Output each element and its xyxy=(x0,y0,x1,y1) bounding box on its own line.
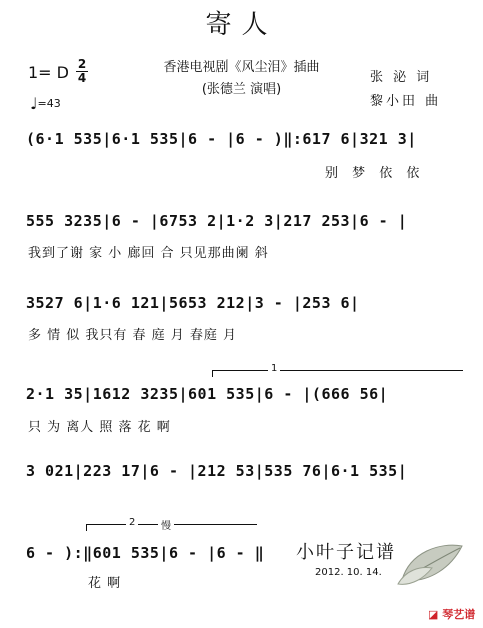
watermark-icon: ◪ xyxy=(428,608,439,621)
transcription-date: 2012. 10. 14. xyxy=(315,567,382,578)
quarter-note-icon: ♩ xyxy=(30,94,38,113)
time-signature-bottom: 4 xyxy=(77,71,87,85)
volta-label-1: 1 xyxy=(268,363,280,374)
tempo-value: =43 xyxy=(37,97,61,110)
volta-bracket-1 xyxy=(212,370,463,377)
volta-label-2: 2 xyxy=(126,517,138,528)
song-title: 寄人 xyxy=(205,10,278,40)
singer-credit: (张德兰 演唱) xyxy=(201,82,282,97)
music-line-1: (6·1 535|6·1 535|6 - |6 - )‖:617 6|321 3| xyxy=(26,130,417,148)
lyric-line-2: 我到了谢 家 小 廊回 合 只见那曲阑 斜 xyxy=(28,246,269,261)
lyric-line-4: 只 为 离人 照 落 花 啊 xyxy=(28,420,171,435)
watermark-text: 琴艺谱 xyxy=(442,608,476,621)
music-line-5: 3 021|223 17|6 - |212 53|535 76|6·1 535| xyxy=(26,462,408,480)
time-signature xyxy=(75,58,89,85)
transcriber-signature: 小叶子记谱 xyxy=(296,542,396,563)
tempo-marking xyxy=(30,94,61,113)
music-line-4: 2·1 35|1612 3235|601 535|6 - |(666 56| xyxy=(26,385,389,403)
music-line-3: 3527 6|1·6 121|5653 212|3 - |253 6| xyxy=(26,294,360,312)
volta-tempo-label: 慢 xyxy=(158,517,174,532)
key-signature: 1= D xyxy=(28,63,69,82)
song-subtitle: 香港电视剧《风尘泪》插曲 xyxy=(163,60,320,75)
lyric-line-1: 别 梦 依 依 xyxy=(325,166,421,181)
watermark-logo xyxy=(428,606,475,622)
lyric-line-3: 多 情 似 我只有 春 庭 月 春庭 月 xyxy=(28,328,238,343)
music-line-6: 6 - ):‖601 535|6 - |6 - ‖ xyxy=(26,544,265,562)
lyricist-credit: 张 泌 词 xyxy=(370,70,433,85)
music-line-2: 555 3235|6 - |6753 2|1·2 3|217 253|6 - | xyxy=(26,212,408,230)
lyric-line-6: 花 啊 xyxy=(88,576,122,591)
leaf-icon xyxy=(396,540,466,588)
time-signature-top: 2 xyxy=(77,57,87,71)
composer-credit: 黎小田 曲 xyxy=(370,94,442,109)
